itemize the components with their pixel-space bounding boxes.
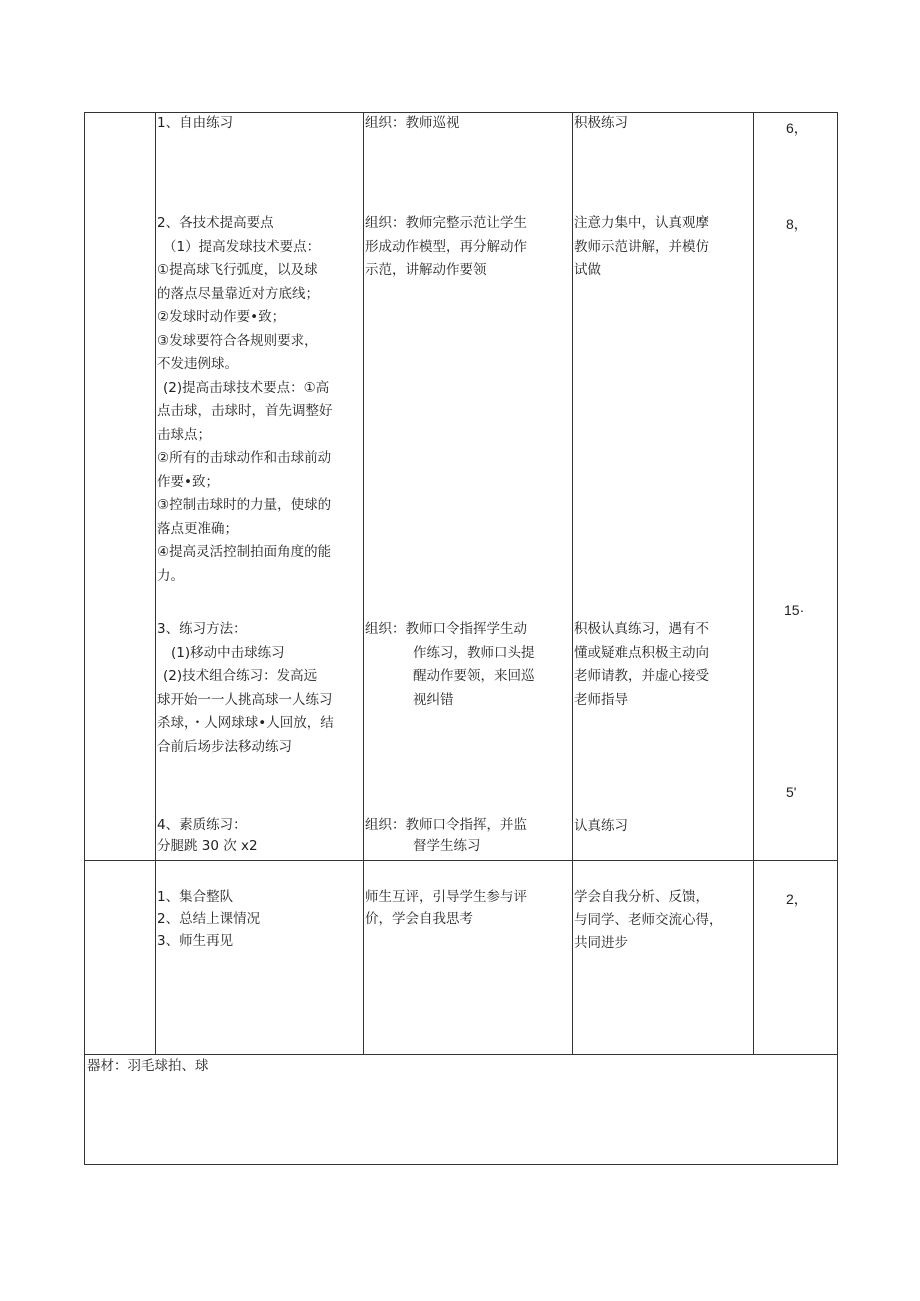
text-line: 点击球，击球时，首先调整好 bbox=[157, 403, 333, 419]
text-line: 不发违例球。 bbox=[157, 356, 238, 372]
text-line: 示范，讲解动作要领 bbox=[365, 262, 487, 278]
text-line: ①提高球飞行弧度，以及球 bbox=[157, 262, 318, 278]
text-line: 合前后场步法移动练习 bbox=[157, 738, 292, 755]
text-line: 2、总结上课情况 bbox=[157, 911, 261, 927]
text-line: 杀球，・人网球球•人回放，结 bbox=[157, 715, 334, 731]
text-line: 与同学、老师交流心得， bbox=[574, 912, 723, 928]
closing-student bbox=[574, 886, 723, 955]
text-line: 3、练习方法： bbox=[157, 621, 247, 637]
content-free-practice bbox=[157, 112, 233, 136]
text-line: 老师指导 bbox=[574, 691, 628, 708]
student-free-practice bbox=[574, 112, 628, 136]
text-line: 1、集合整队 bbox=[157, 889, 234, 905]
text-line: 3、师生再见 bbox=[157, 933, 234, 949]
text-line: 试做 bbox=[574, 262, 601, 278]
text-line: 球开始一一人挑高球一人练习 bbox=[157, 691, 333, 708]
column-divider-student bbox=[572, 112, 573, 1054]
content-technique-points bbox=[157, 212, 333, 588]
text-line: 组织：教师口令指挥学生动 bbox=[365, 621, 527, 637]
text-line: 懂或疑难点积极主动向 bbox=[574, 644, 709, 661]
text-line: 老师请教，并虚心接受 bbox=[574, 668, 709, 684]
text-line: ③发球要符合各规则要求， bbox=[157, 332, 318, 349]
student-method bbox=[574, 618, 709, 712]
text-line: 教师示范讲解，并模仿 bbox=[574, 238, 709, 255]
text-line: 价，学会自我思考 bbox=[365, 911, 473, 927]
table-bottom-border bbox=[84, 1164, 838, 1165]
time-fitness: 5' bbox=[786, 784, 797, 800]
student-technique bbox=[574, 212, 709, 283]
text-line: 击球点； bbox=[157, 426, 211, 443]
text-line: 组织：教师巡视 bbox=[365, 115, 460, 131]
content-practice-method bbox=[157, 618, 334, 759]
equipment-text: 器材：羽毛球拍、球 bbox=[87, 1058, 209, 1074]
text-line: 师生互评，引导学生参与评 bbox=[365, 889, 527, 905]
time-free-practice: 6， bbox=[786, 120, 808, 136]
text-line: (1)移动中击球练习 bbox=[171, 644, 285, 661]
organization-technique bbox=[365, 212, 527, 283]
time-closing: 2， bbox=[786, 891, 808, 907]
column-divider-content bbox=[155, 112, 156, 1054]
time-method: 15· bbox=[784, 602, 805, 618]
organization-free-practice bbox=[365, 112, 460, 136]
text-line: 的落点尽量靠近对方底线； bbox=[157, 285, 319, 302]
text-line: 分腿跳 30 次 x2 bbox=[157, 838, 258, 854]
text-line: 力。 bbox=[157, 567, 184, 584]
text-line: 2、各技术提高要点 bbox=[157, 215, 274, 231]
text-line: 学会自我分析、反馈， bbox=[574, 889, 709, 905]
text-line: 共同进步 bbox=[574, 935, 628, 951]
text-line: 视纠错 bbox=[413, 691, 454, 708]
text-line: (2)提高击球技术要点：①高 bbox=[163, 379, 330, 396]
content-fitness bbox=[157, 815, 258, 857]
organization-fitness bbox=[365, 815, 527, 857]
text-line: 作要•致； bbox=[157, 473, 219, 490]
closing-content bbox=[157, 886, 260, 952]
text-line: 形成动作模型，再分解动作 bbox=[365, 238, 527, 255]
text-line: ②所有的击球动作和击球前动 bbox=[157, 450, 332, 466]
section-divider bbox=[84, 860, 838, 861]
text-line: 落点更准确； bbox=[157, 520, 238, 537]
text-line: （1）提高发球技术要点： bbox=[163, 238, 321, 255]
text-line: ④提高灵活控制拍面角度的能 bbox=[157, 544, 332, 560]
organization-method bbox=[365, 618, 535, 712]
time-technique: 8， bbox=[786, 216, 808, 232]
student-fitness bbox=[574, 815, 628, 839]
table-left-border bbox=[84, 112, 85, 1164]
text-line: 醒动作要领，来回巡 bbox=[413, 668, 535, 684]
text-line: 组织：教师完整示范让学生 bbox=[365, 215, 527, 231]
text-line: (2)技术组合练习：发高远 bbox=[163, 668, 318, 684]
text-line: 4、素质练习： bbox=[157, 817, 247, 833]
column-divider-organization bbox=[363, 112, 364, 1054]
text-line: 督学生练习 bbox=[413, 838, 481, 854]
text-line: 作练习，教师口头提 bbox=[413, 644, 535, 661]
text-line: 1、自由练习 bbox=[157, 115, 234, 131]
closing-organization bbox=[365, 886, 527, 930]
text-line: ②发球时动作要•致； bbox=[157, 309, 286, 325]
text-line: 认真练习 bbox=[574, 818, 628, 834]
text-line: 积极练习 bbox=[574, 115, 628, 131]
text-line: 积极认真练习，遇有不 bbox=[574, 621, 709, 637]
column-divider-time bbox=[753, 112, 754, 1054]
text-line: ③控制击球时的力量，使球的 bbox=[157, 497, 332, 513]
table-right-border bbox=[837, 112, 838, 1164]
text-line: 注意力集中，认真观摩 bbox=[574, 215, 709, 231]
text-line: 组织：教师口令指挥，并监 bbox=[365, 817, 527, 833]
